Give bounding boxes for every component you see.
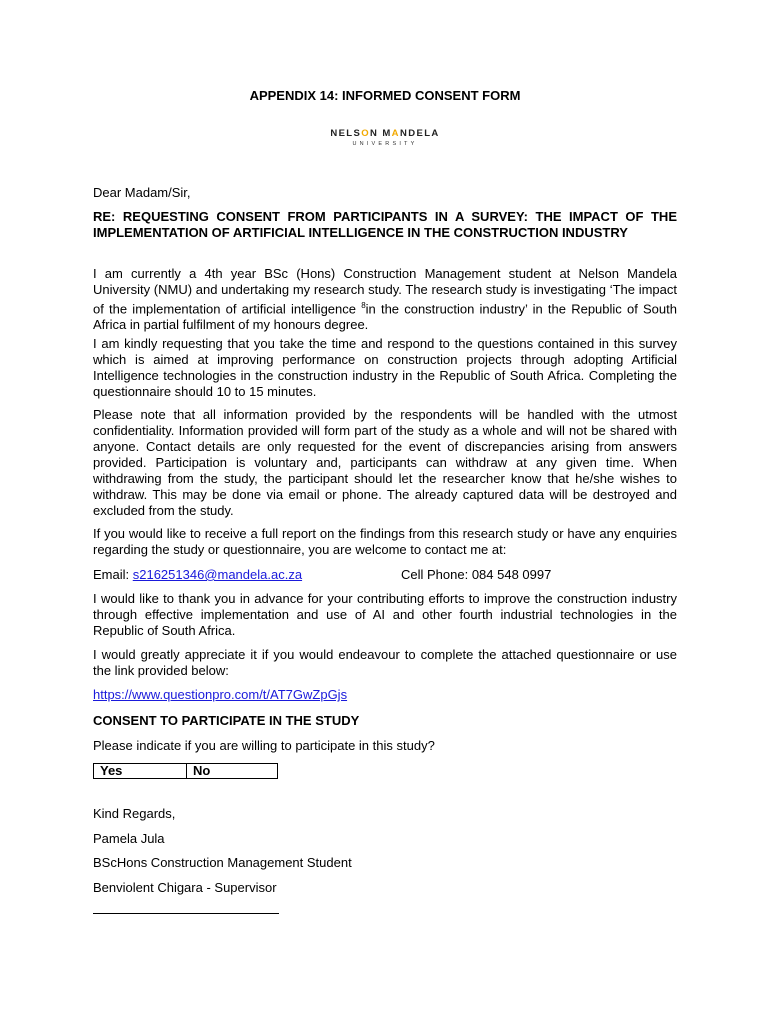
no-option[interactable]: No (187, 764, 278, 779)
contact-intro-paragraph: If you would like to receive a full report on the findings from this research study or have any enquiries regarding the study or questionnaire, you are welcome to contact me at: (93, 526, 677, 557)
email-label: Email: (93, 567, 133, 582)
consent-question: Please indicate if you are willing to participate in this study? (93, 738, 435, 753)
thanks-paragraph: I would like to thank you in advance for your contributing efforts to improve the construction industry through effective implementation and use of AI and other fourth industrial technologies in the Republic of South Africa. (93, 591, 677, 638)
consent-options-table (93, 763, 278, 779)
email-link[interactable]: s216251346@mandela.ac.za (132, 567, 303, 582)
consent-heading: CONSENT TO PARTICIPATE IN THE STUDY (93, 713, 360, 728)
closing: Kind Regards, (93, 806, 176, 821)
survey-link[interactable]: https://www.questionpro.com/t/AT7GwZpGjs (93, 687, 348, 702)
survey-link-line (93, 687, 677, 703)
request-paragraph: I am kindly requesting that you take the time and respond to the questions contained in this survey which is aimed at improving performance on construction projects through adopting Artificial Intelligence technologies in the construction industry in the Republic of South Africa. Completing the questionnaire should 10 to 15 minutes. (93, 336, 677, 399)
supervisor-name: Benviolent Chigara - Supervisor (93, 880, 277, 895)
sender-name: Pamela Jula (93, 831, 165, 846)
university-logo (93, 128, 677, 147)
logo-wordmark: NELSON MANDELA (330, 128, 440, 139)
document-title: APPENDIX 14: INFORMED CONSENT FORM (249, 88, 521, 103)
salutation: Dear Madam/Sir, (93, 185, 191, 200)
signature-line (93, 913, 279, 914)
cell-phone: Cell Phone: 084 548 0997 (401, 567, 552, 582)
intro-paragraph: I am currently a 4th year BSc (Hons) Construction Management student at Nelson Mandela University (NMU) and undertaking my research study. The research study is investigating ‘The impact of the implementation of artificial intelligence $^8$in the construction industry’ in the Republic of South Africa in partial fulfilment of my honours degree. (93, 266, 677, 333)
subject-line: RE: REQUESTING CONSENT FROM PARTICIPANTS IN A SURVEY: THE IMPACT OF THE IMPLEMENTATION OF ARTIFICIAL INTELLIGENCE IN THE CONSTRUCTION INDUSTRY (93, 209, 677, 240)
questionnaire-paragraph: I would greatly appreciate it if you would endeavour to complete the attached questionnaire or use the link provided below: (93, 647, 677, 678)
confidentiality-paragraph: Please note that all information provided by the respondents will be handled with the utmost confidentiality. Information provided will form part of the study as a whole and will not be shared with anyone. Contact details are only requested for the event of discrepancies arising from answers provided. Participation is voluntary and, participants can withdraw at any given time. When withdrawing from the study, the participant should let the researcher know that he/she wishes to withdraw. This may be done via email or phone. The already captured data will be destroyed and excluded from the study. (93, 407, 677, 518)
logo-subtext: UNIVERSITY (352, 141, 418, 147)
sender-title: BScHons Construction Management Student (93, 855, 352, 870)
yes-option[interactable]: Yes (94, 764, 187, 779)
contact-details (93, 567, 677, 582)
